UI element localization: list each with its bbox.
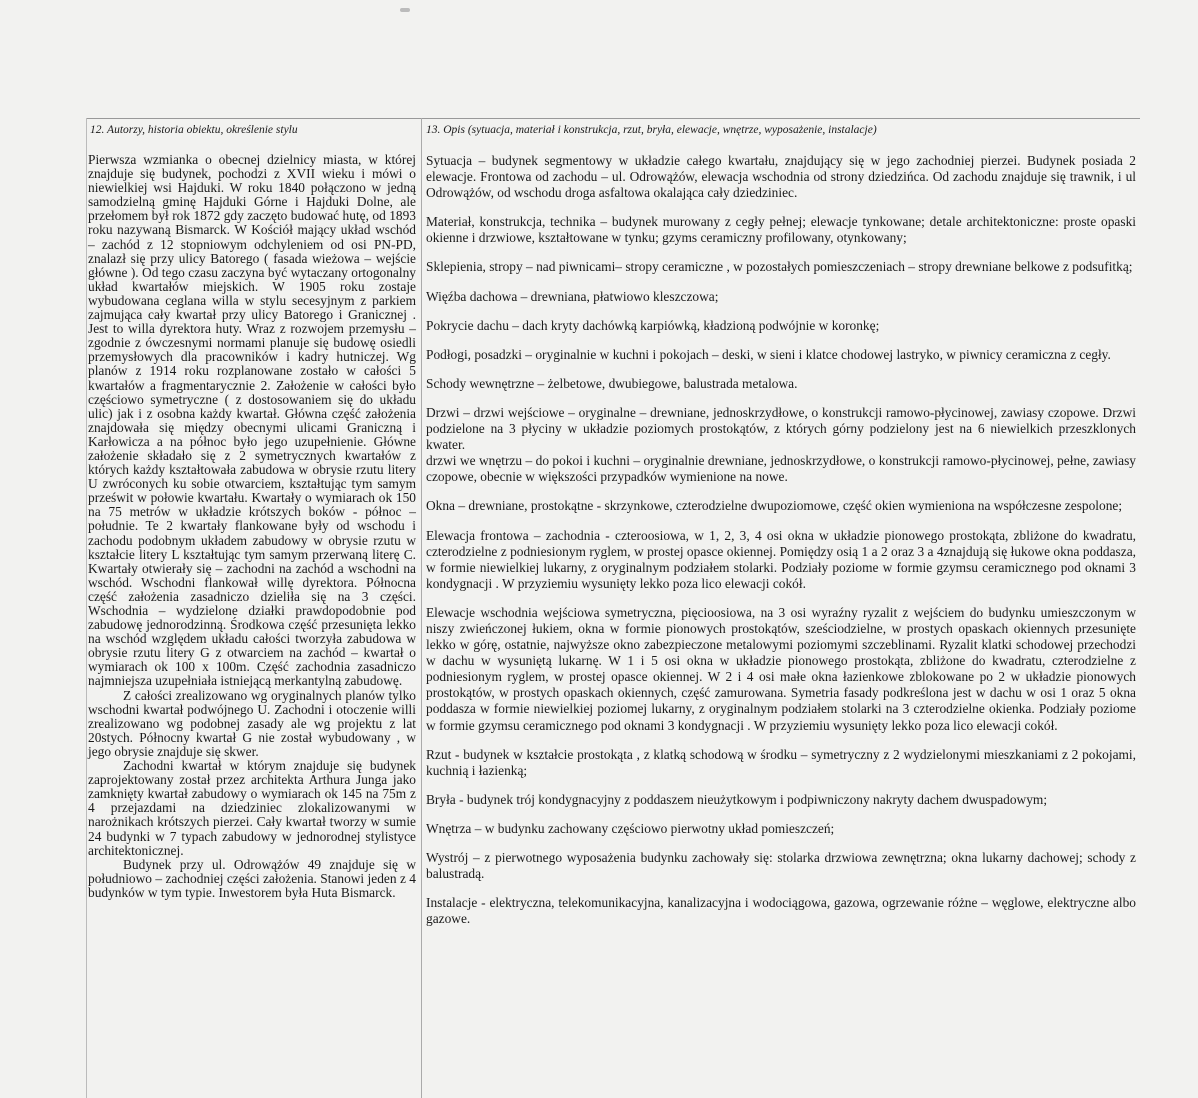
history-column <box>88 120 418 900</box>
description-material: Materiał, konstrukcja, technika – budynek murowany z cegły pełnej; elewacje tynkowane; detale architektoniczne: proste opaski okienne i drzwiowe, kształtowane w tynku; gzyms ceramiczny profilowany, otynkowany; <box>426 214 1136 246</box>
description-body <box>424 153 1136 927</box>
history-paragraph: Z całości zrealizowano wg oryginalnych planów tylko wschodni kwartał podwójnego U. Zachodni i otoczenie willi zrealizowano wg podobnej zasady ale wg projektu z lat 20stych. Północny kwartał G nie został wybudowany , w jego obrysie znajduje się skwer. <box>88 687 416 759</box>
history-paragraph: Pierwsza wzmianka o obecnej dzielnicy miasta, w której znajduje się budynek, pochodzi z XVII wieku i mówi o niewielkiej wsi Hajduki. W roku 1840 połączono w jedną samodzielną gminę Hajduki Górne i Hajduki Dolne, ale przełomem był rok 1872 gdy zaczęto budować hutę, od 1893 roku nazywaną Bismarck. W Kościół mający układ wschód – zachód z 12 stopniowym odchyleniem od osi PN-PD, znalazł się przy ulicy Batorego ( fasada wieżowa – wejście główne ). Od tego czasu zaczyna być wytaczany ortogonalny układ kwartałów miejskich. W 1905 roku zostaje wybudowana ceglana willa w stylu secesyjnym z parkiem zajmująca cały kwartał przy ulicy Batorego i Granicznej . Jest to willa dyrektora huty. Wraz z rozwojem przemysłu – zgodnie z ówczesnymi normami planuje się budowę osiedli przemysłowych dla pracowników i kadry hutniczej. Wg planów z 1914 roku rozplanowane zostało w całości 5 kwartałów a fragmentarycznie 2. Założenie w całości było częściowo symetryczne ( z dostosowaniem się do układu ulic) jak i z osobna każdy kwartał. Główna część założenia znajdowała się między obecnymi ulicami Graniczną i Karłowicza a na północ było jego uzupełnienie. Główne założenie składało się z 2 symetrycznych kwartałów z których każdy kształtowała zabudowa w obrysie rzutu litery U zwróconych ku sobie otwarciem, kształtując tym samym prześwit w połowie kwartału. Kwartały o wymiarach ok 150 na 75 metrów w układzie krótszych boków - północ – południe. Te 2 kwartały flankowane były od wschodu i zachodu podobnym układem zabudowy w obrysie rzutu w kształcie litery L kształtując tym samym przerwaną literę C. Kwartały otwierały się – zachodni na zachód a wschodni na wschód. Wschodni flankował willę dyrektora. Północna część założenia zasadniczo dzieliła się na 3 części. Wschodnia – wydzielone działki prawdopodobnie pod zabudowę jednorodzinną. Środkowa część przesunięta lekko na wschód względem układu całości tworzyła zabudowa w obrysie rzutu litery G z otwarciem na zachód – kwartał o wymiarach ok 100 x 100m. Część zachodnia zasadniczo najmniejsza uzupełniała istniejącą merkantylną zabudowę. <box>88 152 416 689</box>
description-floors: Podłogi, posadzki – oryginalnie w kuchni i pokojach – deski, w sieni i klatce chodowej lastryko, w piwnicy ceramiczna z cegły. <box>426 346 1111 362</box>
description-doors: Drzwi – drzwi wejściowe – oryginalne – drewniane, jednoskrzydłowe, o konstrukcji ramowo-płycinowej, zawiasy czopowe. Drzwi podzielone na 3 płyciny w układzie poziomych prostokątów, z których górny podzielony jest na 6 niewielkich przeszklonych kwater. <box>426 404 1136 453</box>
description-header: 13. Opis (sytuacja, materiał i konstrukcja, rzut, bryła, elewacje, wnętrze, wyposażenie, instalacje) <box>426 124 877 136</box>
description-ceilings: Sklepienia, stropy – nad piwnicami– stropy ceramiczne , w pozostałych pomieszczeniach – stropy drewniane belkowe z podsufitką; <box>426 259 1133 275</box>
description-interior-doors: drzwi we wnętrzu – do pokoi i kuchni – oryginalnie drewniane, jednoskrzydłowe, o konstrukcji ramowo-płycinowej, pełne, zawiasy czopowe, obecnie w większości przypadków wymienione na nowe. <box>426 453 1136 485</box>
description-windows: Okna – drewniane, prostokątne - skrzynkowe, czterodzielne dwupoziomowe, część okien wymieniona na współczesne zespolone; <box>426 498 1123 514</box>
history-paragraph: Budynek przy ul. Odrowążów 49 znajduje się w południowo – zachodniej części założenia. Stanowi jeden z 4 budynków w tym typie. Inwestorem była Huta Bismarck. <box>88 856 416 900</box>
description-decor: Wystrój – z pierwotnego wyposażenia budynku zachowały się: stolarka drzwiowa zewnętrzna; okna lukarny dachowej; schody z balustradą. <box>426 850 1136 882</box>
description-plan: Rzut - budynek w kształcie prostokąta , z klatką schodową w środku – symetryczny z 2 wydzielonymi mieszkaniami z 2 pokojami, kuchnią i łazienką; <box>426 746 1136 778</box>
description-roof-truss: Więźba dachowa – drewniana, płatwiowo kleszczowa; <box>426 288 719 304</box>
scan-mark <box>400 8 410 12</box>
description-massing: Bryła - budynek trój kondygnacyjny z poddaszem nieużytkowym i podpiwniczony nakryty dachem dwuspadowym; <box>426 791 1048 807</box>
history-header: 12. Autorzy, historia obiektu, określenie stylu <box>90 124 298 136</box>
table-left-border <box>86 118 87 1098</box>
description-roofing: Pokrycie dachu – dach kryty dachówką karpiówką, kładzioną podwójnie w koronkę; <box>426 317 880 333</box>
description-situation: Sytuacja – budynek segmentowy w układzie całego kwartału, znajdujący się w jego zachodniej pierzei. Budynek posiada 2 elewacje. Frontowa od zachodu – ul. Odrowążów, elewacja wschodnia od strony dziedzińca. Od zachodu znajduje się trawnik, i ul Odrowążów, od wschodu droga asfaltowa okalająca cały dziedziniec. <box>426 153 1136 201</box>
description-interiors: Wnętrza – w budynku zachowany częściowo pierwotny układ pomieszczeń; <box>426 820 835 836</box>
history-body <box>88 153 418 900</box>
description-front-elevation: Elewacja frontowa – zachodnia - czteroosiowa, w 1, 2, 3, 4 osi okna w układzie pionowego prostokąta, zbliżone do kwadratu, czterodzielne z podniesionym ryglem, w prostej opasce okiennej. Pomiędzy osią 1 a 2 oraz 3 a 4znajdują się łukowe okna poddasza, w formie niewielkiej lukarny, z oryginalnym podziałem stolarki. Podziały poziome w formie gzymsu ceramicznego pod oknami 3 kondygnacji . W przyziemiu wysunięty lekko poza lico elewacji cokół. <box>426 527 1136 591</box>
description-column <box>424 120 1136 940</box>
description-east-elevation: Elewacje wschodnia wejściowa symetryczna, pięcioosiowa, na 3 osi wyraźny ryzalit z wejściem do budynku umieszczonym w niszy zwieńczonej łukiem, okna w formie pionowych prostokątów, sześciodzielne, w prostych opaskach okiennych przesunięte lekko w górę, ostatnie, najwyższe okno zabezpieczone metalowymi poziomymi szczeblinami. Ryzalit klatki schodowej przechodzi w dachu w wysuniętą lukarnę. W 1 i 5 osi okna w układzie pionowego prostokąta, zbliżone do kwadratu, czterodzielne z podniesionym ryglem, w prostej opasce okiennej. W 2 i 4 osi małe okna łazienkowe zblokowane po 2 w układzie pionowych prostokątów, w prostych opaskach okiennych, część zamurowana. Symetria fasady podkreślona jest w dachu w osi 1 oraz 5 okna poddasza w formie niewielkiej poziomej lukarny, z oryginalnym podziałem stolarki na 3 czterodzielne okienka. Podziały poziome w formie gzymsu ceramicznego pod oknami 3 kondygnacji . W przyziemiu wysunięty lekko poza lico elewacji cokół. <box>426 604 1136 733</box>
description-installations: Instalacje - elektryczna, telekomunikacyjna, kanalizacyjna i wodociągowa, gazowa, ogrzewanie różne – węglowe, elektryczne albo gazowe. <box>426 895 1136 927</box>
column-divider <box>421 118 422 1098</box>
description-stairs: Schody wewnętrzne – żelbetowe, dwubiegowe, balustrada metalowa. <box>426 375 798 391</box>
table-top-border <box>86 118 1140 119</box>
history-paragraph: Zachodni kwartał w którym znajduje się budynek zaprojektowany został przez architekta Arthura Junga jako zamknięty kwartał zabudowy o wymiarach ok 145 na 75m z 4 przejazdami na dziedziniec zlokalizowanymi w narożnikach krótszych pierzei. Cały kwartał tworzy w sumie 24 budynki w 7 typach zabudowy w jednorodnej stylistyce architektonicznej. <box>88 758 416 858</box>
